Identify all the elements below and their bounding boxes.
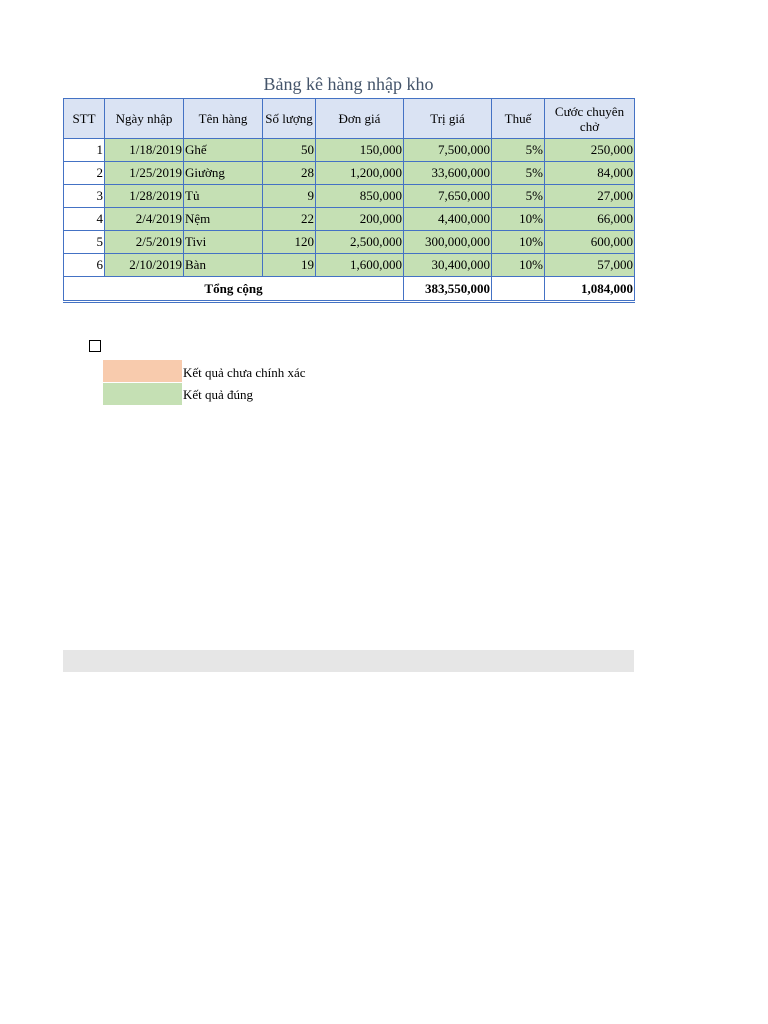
cell-stt[interactable]: 5 bbox=[64, 231, 105, 254]
cell-cuoc[interactable]: 27,000 bbox=[545, 185, 635, 208]
total-cuoc-cell[interactable]: 1,084,000 bbox=[545, 277, 635, 302]
cell-thue[interactable]: 10% bbox=[492, 254, 545, 277]
cell-ten-hang[interactable]: Tủ bbox=[184, 185, 263, 208]
cell-thue[interactable]: 10% bbox=[492, 208, 545, 231]
cell-cuoc[interactable]: 250,000 bbox=[545, 139, 635, 162]
cell-stt[interactable]: 1 bbox=[64, 139, 105, 162]
cell-don-gia[interactable]: 1,600,000 bbox=[316, 254, 404, 277]
header-cell-cuoc-chuyen-cho[interactable]: Cước chuyên chở bbox=[545, 99, 635, 139]
header-cell-ten-hang[interactable]: Tên hàng bbox=[184, 99, 263, 139]
cell-so-luong[interactable]: 9 bbox=[263, 185, 316, 208]
cell-ten-hang[interactable]: Ghế bbox=[184, 139, 263, 162]
cell-ngay-nhap[interactable]: 1/28/2019 bbox=[105, 185, 184, 208]
cell-thue[interactable]: 5% bbox=[492, 139, 545, 162]
cell-tri-gia[interactable]: 30,400,000 bbox=[404, 254, 492, 277]
cell-ten-hang[interactable]: Tivi bbox=[184, 231, 263, 254]
cell-so-luong[interactable]: 120 bbox=[263, 231, 316, 254]
legend-label-incorrect: Kết quả chưa chính xác bbox=[183, 365, 306, 380]
cell-don-gia[interactable]: 1,200,000 bbox=[316, 162, 404, 185]
header-cell-don-gia[interactable]: Đơn giá bbox=[316, 99, 404, 139]
total-label-cell[interactable]: Tổng cộng bbox=[64, 277, 404, 302]
table-row bbox=[64, 185, 635, 208]
cell-tri-gia[interactable]: 7,650,000 bbox=[404, 185, 492, 208]
cell-ngay-nhap[interactable]: 2/5/2019 bbox=[105, 231, 184, 254]
sheet-title: Bảng kê hàng nhập kho bbox=[263, 74, 434, 94]
cell-tri-gia[interactable]: 7,500,000 bbox=[404, 139, 492, 162]
cell-cuoc[interactable]: 600,000 bbox=[545, 231, 635, 254]
cell-tri-gia[interactable]: 33,600,000 bbox=[404, 162, 492, 185]
cell-don-gia[interactable]: 850,000 bbox=[316, 185, 404, 208]
cell-so-luong[interactable]: 28 bbox=[263, 162, 316, 185]
cell-stt[interactable]: 3 bbox=[64, 185, 105, 208]
cell-so-luong[interactable]: 19 bbox=[263, 254, 316, 277]
cell-don-gia[interactable]: 200,000 bbox=[316, 208, 404, 231]
total-row bbox=[64, 277, 635, 302]
header-row bbox=[64, 99, 635, 139]
header-cell-thue[interactable]: Thuế bbox=[492, 99, 545, 139]
cell-ten-hang[interactable]: Nệm bbox=[184, 208, 263, 231]
header-cell-ngay-nhap[interactable]: Ngày nhập bbox=[105, 99, 184, 139]
cell-ten-hang[interactable]: Bàn bbox=[184, 254, 263, 277]
cell-cuoc[interactable]: 84,000 bbox=[545, 162, 635, 185]
cell-stt[interactable]: 6 bbox=[64, 254, 105, 277]
cell-cuoc[interactable]: 57,000 bbox=[545, 254, 635, 277]
cell-ngay-nhap[interactable]: 2/4/2019 bbox=[105, 208, 184, 231]
gray-band bbox=[63, 650, 634, 672]
table-row bbox=[64, 208, 635, 231]
cell-ngay-nhap[interactable]: 1/18/2019 bbox=[105, 139, 184, 162]
cell-thue[interactable]: 10% bbox=[492, 231, 545, 254]
cell-cuoc[interactable]: 66,000 bbox=[545, 208, 635, 231]
import-table bbox=[63, 98, 635, 303]
table-row bbox=[64, 254, 635, 277]
cell-thue[interactable]: 5% bbox=[492, 162, 545, 185]
cell-ngay-nhap[interactable]: 1/25/2019 bbox=[105, 162, 184, 185]
checkbox[interactable] bbox=[89, 340, 101, 352]
total-tri-gia-cell[interactable]: 383,550,000 bbox=[404, 277, 492, 302]
cell-stt[interactable]: 4 bbox=[64, 208, 105, 231]
cell-don-gia[interactable]: 150,000 bbox=[316, 139, 404, 162]
cell-tri-gia[interactable]: 4,400,000 bbox=[404, 208, 492, 231]
cell-stt[interactable]: 2 bbox=[64, 162, 105, 185]
cell-tri-gia[interactable]: 300,000,000 bbox=[404, 231, 492, 254]
cell-ten-hang[interactable]: Giường bbox=[184, 162, 263, 185]
header-cell-so-luong[interactable]: Số lượng bbox=[263, 99, 316, 139]
table-row bbox=[64, 139, 635, 162]
cell-thue[interactable]: 5% bbox=[492, 185, 545, 208]
table-row bbox=[64, 231, 635, 254]
legend-swatch-incorrect bbox=[103, 360, 182, 382]
header-cell-tri-gia[interactable]: Trị giá bbox=[404, 99, 492, 139]
header-cell-stt[interactable]: STT bbox=[64, 99, 105, 139]
cell-so-luong[interactable]: 50 bbox=[263, 139, 316, 162]
legend-label-correct: Kết quả đúng bbox=[183, 387, 254, 402]
table-row bbox=[64, 162, 635, 185]
cell-don-gia[interactable]: 2,500,000 bbox=[316, 231, 404, 254]
cell-ngay-nhap[interactable]: 2/10/2019 bbox=[105, 254, 184, 277]
legend-swatch-correct bbox=[103, 383, 182, 405]
total-thue-cell[interactable] bbox=[492, 277, 545, 302]
cell-so-luong[interactable]: 22 bbox=[263, 208, 316, 231]
